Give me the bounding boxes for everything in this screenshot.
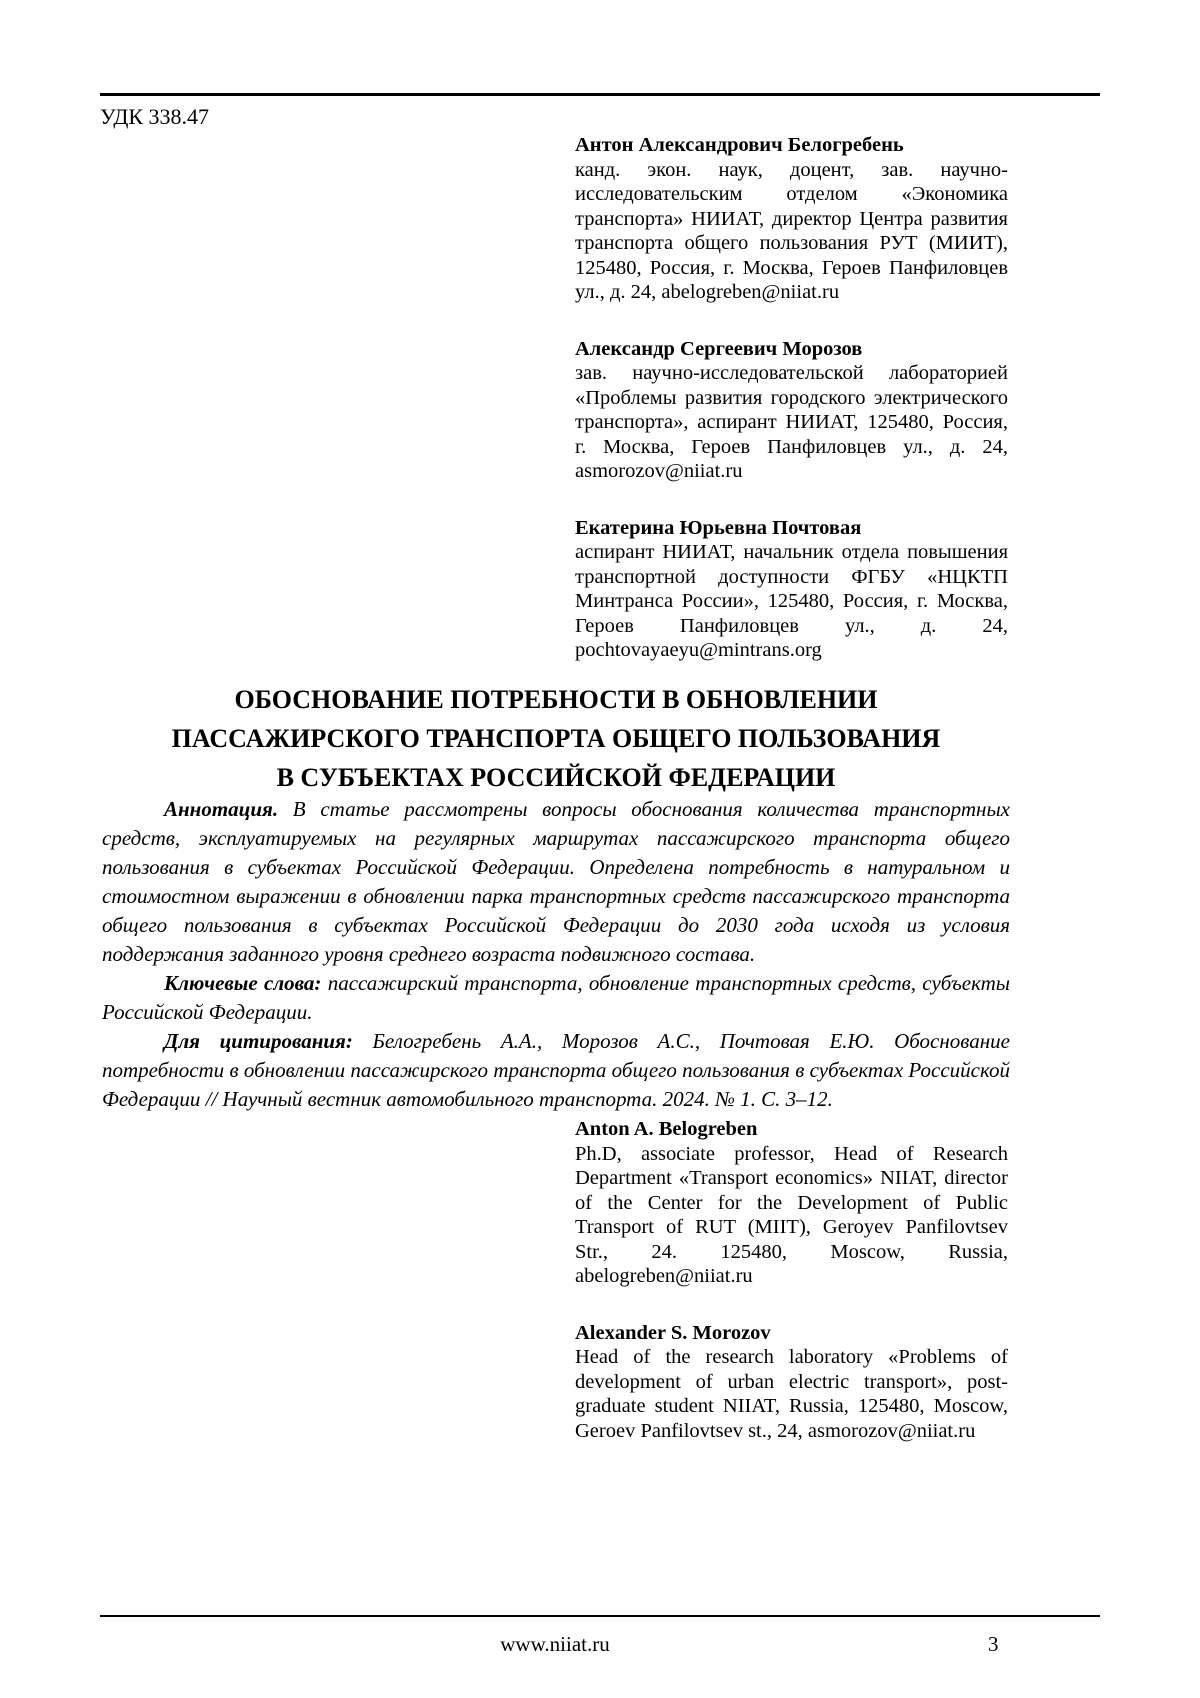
keywords-label: Ключевые слова:: [164, 971, 322, 995]
author-name: Антон Александрович Белогребень: [575, 134, 904, 156]
author-affiliation: канд. экон. наук, доцент, зав. научно-исследовательским отделом «Экономика транспорта» НИИАТ, директор Центра развития транспорта общего пользования РУТ (МИИТ), 125480, Россия, г. Москва, Героев Панфиловцев ул., д. 24, abelogreben@niiat.ru: [575, 158, 1008, 303]
author-block-ru-2: [575, 337, 1008, 484]
title-line: ОБОСНОВАНИЕ ПОТРЕБНОСТИ В ОБНОВЛЕНИИ: [234, 685, 878, 714]
abstract-text: В статье рассмотрены вопросы обоснования количества транспортных средств, эксплуатируемых на регулярных маршрутах пассажирского транспорта общего пользования в субъектах Российской Федерации. Определена потребность в натуральном и стоимостном выражении в обновлении парка транспортных средств пассажирского транспорта общего пользования в субъектах Российской Федерации до 2030 года исходя из условия поддержания заданного уровня среднего возраста подвижного состава.: [102, 797, 1010, 966]
abstract-paragraph: [102, 795, 1010, 969]
abstract-section: [102, 795, 1010, 1114]
author-name: Alexander S. Morozov: [575, 1321, 771, 1344]
author-name: Екатерина Юрьевна Почтовая: [575, 516, 862, 539]
author-name: Александр Сергеевич Морозов: [575, 337, 863, 360]
citation-text: Белогребень А.А., Морозов А.С., Почтовая Е.Ю. Обоснование потребности в обновлении пассажирского транспорта общего пользования в субъектах Российской Федерации // Научный вестник автомобильного транспорта. 2024. № 1. С. 3–12.: [102, 1029, 1011, 1111]
author-affiliation: Ph.D, associate professor, Head of Research Department «Transport economics» NIIAT, director of the Center for the Development of Public Transport of RUT (MIIT), Geroyev Panfilovtsev Str., 24. 125480, Moscow, Russia, abelogreben@niiat.ru: [575, 1142, 1008, 1287]
citation-paragraph: [102, 1027, 1010, 1114]
footer-page-number: 3: [988, 1632, 999, 1656]
keywords-paragraph: [102, 969, 1010, 1027]
udc-code: УДК 338.47: [100, 104, 210, 129]
author-block-en-2: [575, 1321, 1008, 1444]
author-block-en-1: [575, 1117, 1008, 1289]
citation-label: Для цитирования:: [164, 1029, 353, 1053]
abstract-label: Аннотация.: [164, 797, 279, 821]
author-affiliation: Head of the research laboratory «Problems of development of urban electric transport», post-graduate student NIIAT, Russia, 125480, Moscow, Geroev Panfilovtsev st., 24, asmorozov@niiat.ru: [575, 1346, 1008, 1442]
title-line: В СУБЪЕКТАХ РОССИЙСКОЙ ФЕДЕРАЦИИ: [276, 763, 836, 792]
author-block-ru-1: [575, 133, 1008, 305]
footer-rule: [100, 1615, 1100, 1617]
article-title: [102, 680, 1010, 797]
author-block-ru-3: [575, 516, 1008, 663]
authors-ru-section: [575, 133, 1008, 663]
title-line: ПАССАЖИРСКОГО ТРАНСПОРТА ОБЩЕГО ПОЛЬЗОВАНИЯ: [171, 724, 941, 753]
authors-en-section: [575, 1117, 1008, 1443]
footer-site-url: www.niiat.ru: [500, 1632, 610, 1656]
author-affiliation: аспирант НИИАТ, начальник отдела повышения транспортной доступности ФГБУ «НЦКТП Минтранса России», 125480, Россия, г. Москва, Героев Панфиловцев ул., д. 24, pochtovayaeyu@mintrans.org: [575, 541, 1008, 661]
keywords-text: пассажирский транспорта, обновление транспортных средств, субъекты Российской Федерации.: [102, 971, 1010, 1024]
page-footer: [100, 1632, 1010, 1657]
author-name: Anton A. Belogreben: [575, 1118, 758, 1140]
top-rule: [100, 93, 1100, 96]
author-affiliation: зав. научно-исследовательской лабораторией «Проблемы развития городского электрического транспорта», аспирант НИИАТ, 125480, Россия, г. Москва, Героев Панфиловцев ул., д. 24, asmorozov@niiat.ru: [575, 362, 1008, 482]
